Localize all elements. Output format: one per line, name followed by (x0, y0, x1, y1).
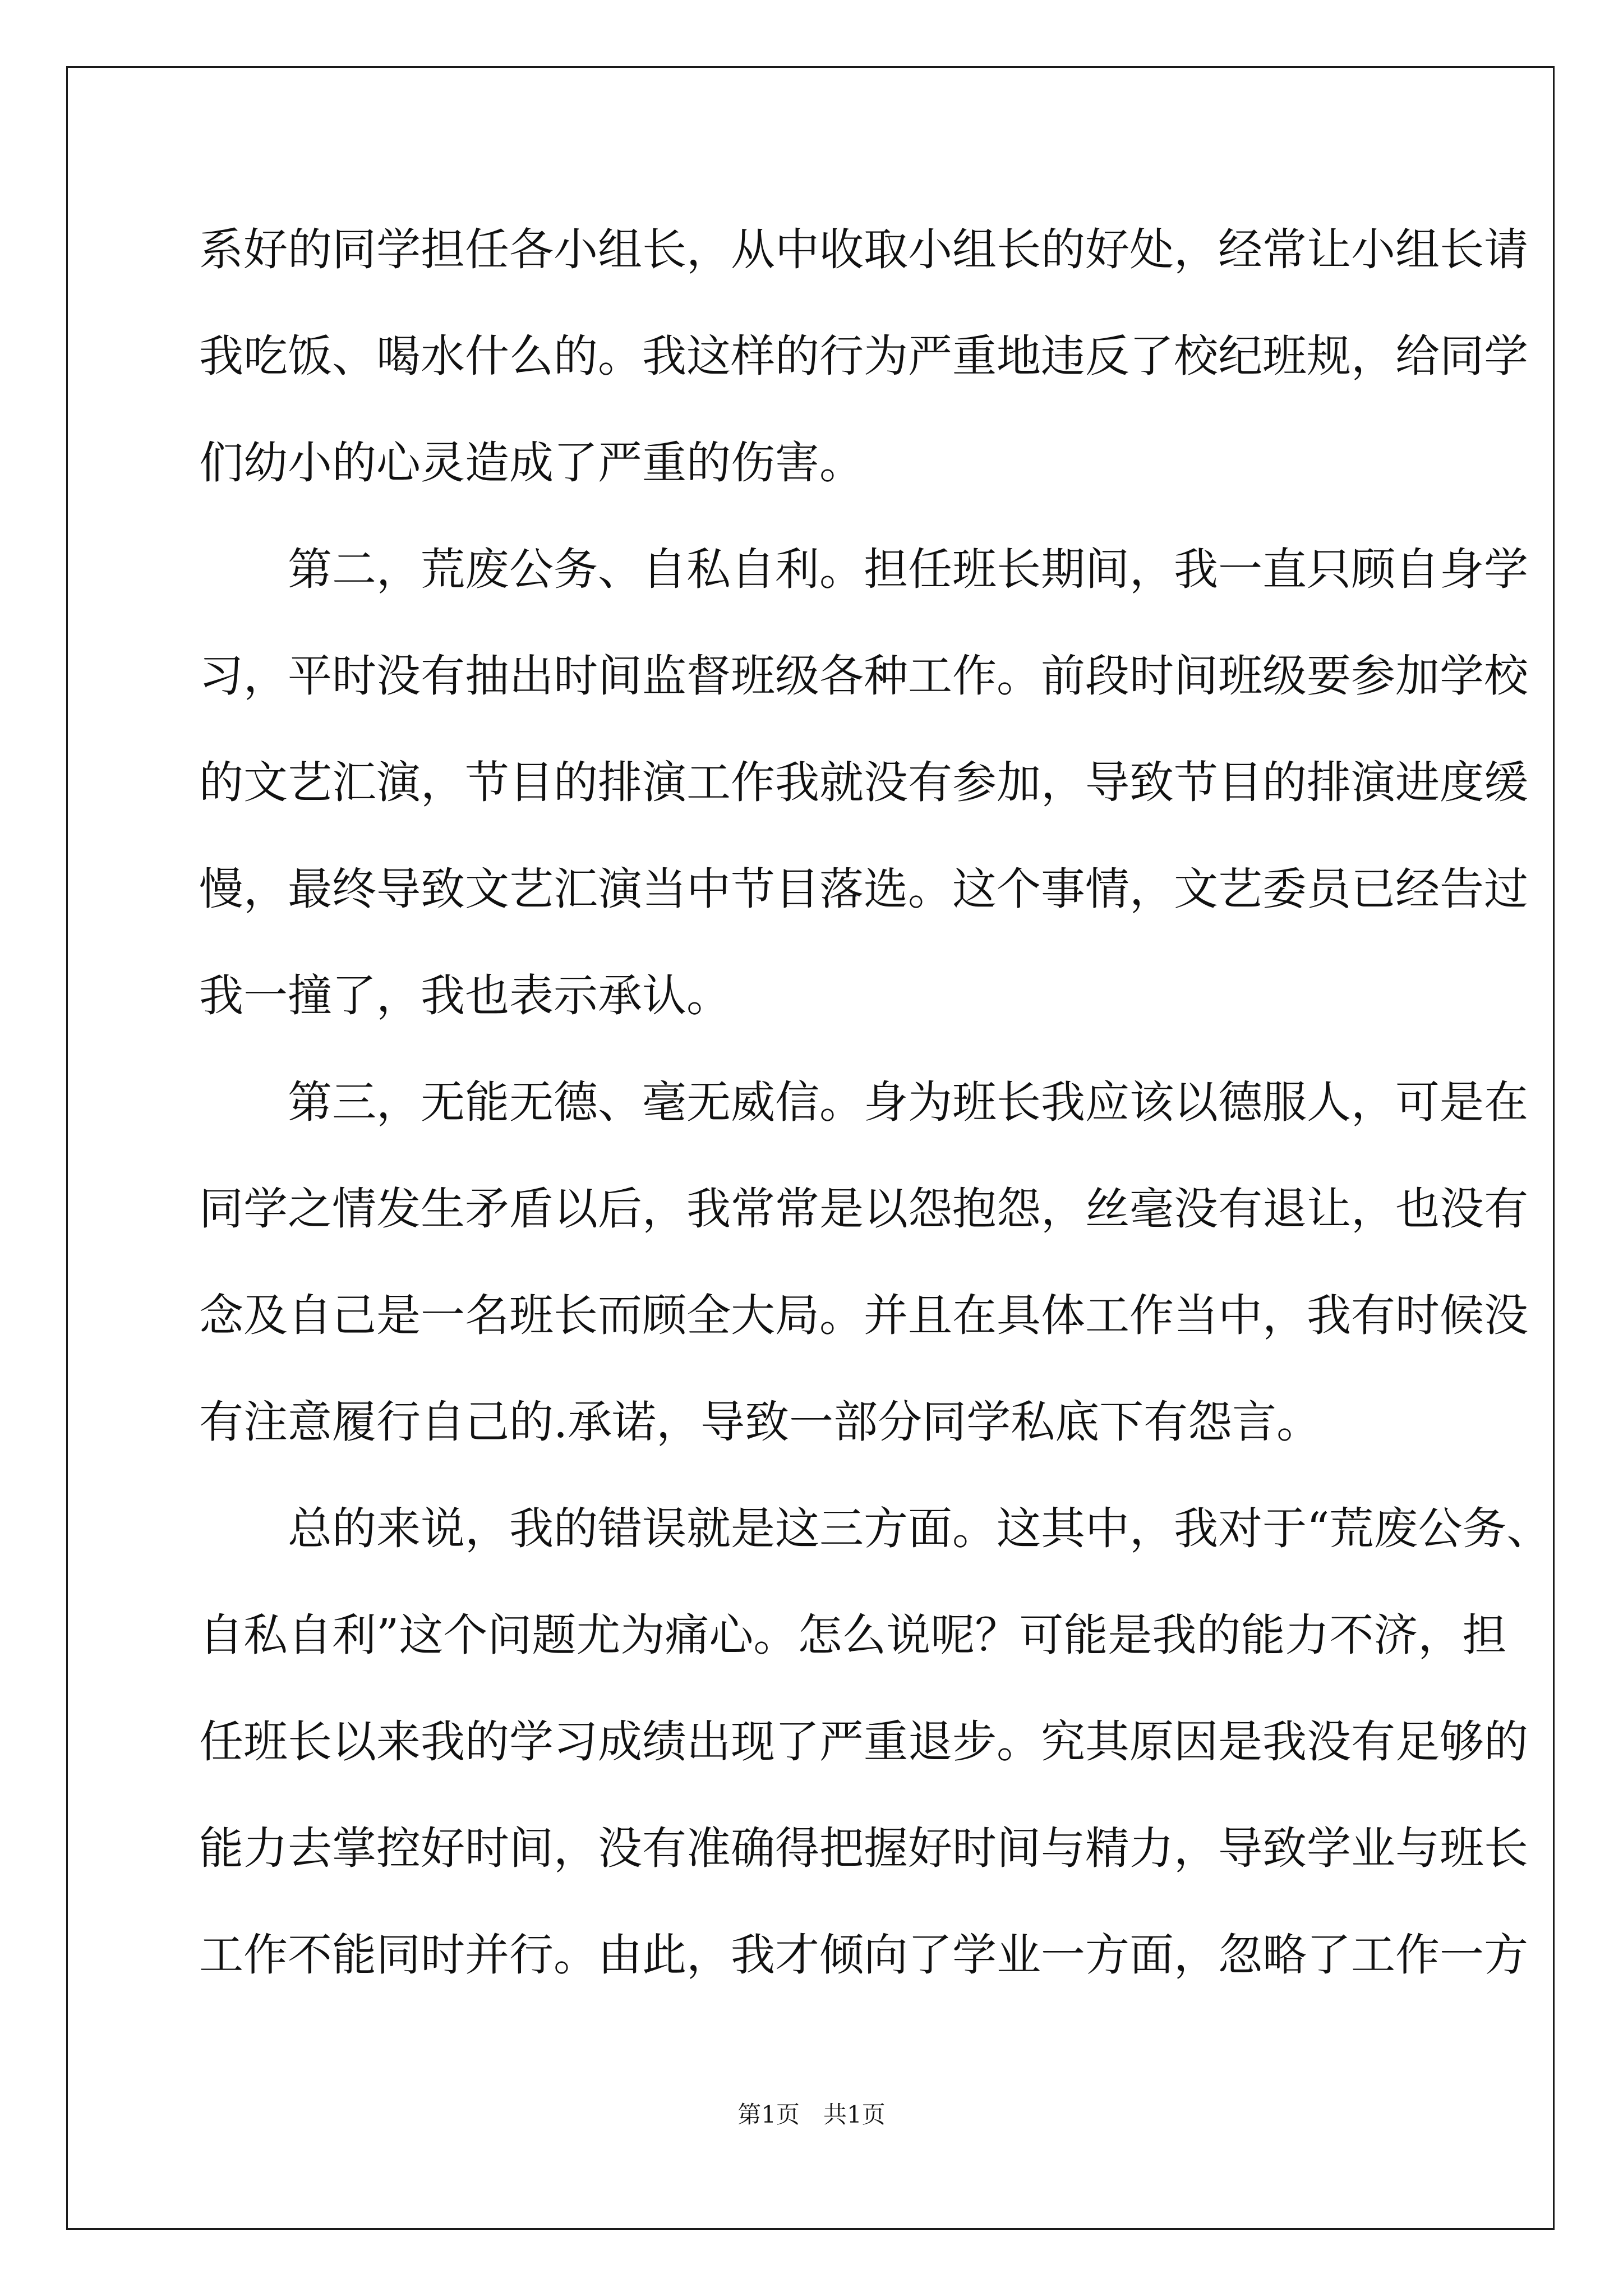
text-line: 系好的同学担任各小组长，从中收取小组长的好处，经常让小组长请 (199, 224, 1528, 275)
text-line: 任班长以来我的学习成绩出现了严重退步。究其原因是我没有足够的 (199, 1716, 1528, 1768)
text-line: 习，平时没有抽出时间监督班级各种工作。前段时间班级要参加学校 (199, 650, 1528, 702)
document-body (199, 222, 1551, 2033)
text-line: 工作不能同时并行。由此，我才倾向了学业一方面，忽略了工作一方 (199, 1929, 1528, 1981)
text-line: 能力去掌控好时间，没有准确得把握好时间与精力，导致学业与班长 (199, 1823, 1528, 1874)
text-line: 有注意履行自己的.承诺，导致一部分同学私底下有怨言。 (199, 1396, 1321, 1448)
text-line: 的文艺汇演，节目的排演工作我就没有参加，导致节目的排演进度缓 (199, 757, 1528, 808)
text-line: 第三，无能无德、毫无威信。身为班长我应该以德服人，可是在 (199, 1076, 1528, 1128)
text-line: 我吃饭、喝水什么的。我这样的行为严重地违反了校纪班规，给同学 (199, 330, 1528, 382)
text-line: 同学之情发生矛盾以后，我常常是以怨抱怨，丝毫没有退让，也没有 (199, 1183, 1528, 1235)
text-line: 第二，荒废公务、自私自利。担任班长期间，我一直只顾自身学 (199, 544, 1528, 595)
page-number-footer: 第1页 共1页 (737, 2101, 886, 2128)
text-line: 我一撞了，我也表示承认。 (199, 970, 731, 1022)
text-line: 自私自利”这个问题尤为痛心。怎么说呢？可能是我的能力不济，担 (199, 1609, 1507, 1661)
text-line: 总的来说，我的错误就是这三方面。这其中，我对于“荒废公务、 (199, 1503, 1551, 1554)
text-line: 们幼小的心灵造成了严重的伤害。 (199, 437, 864, 489)
text-line: 念及自己是一名班长而顾全大局。并且在具体工作当中，我有时候没 (199, 1290, 1528, 1341)
text-line: 慢，最终导致文艺汇演当中节目落选。这个事情，文艺委员已经告过 (199, 863, 1528, 915)
